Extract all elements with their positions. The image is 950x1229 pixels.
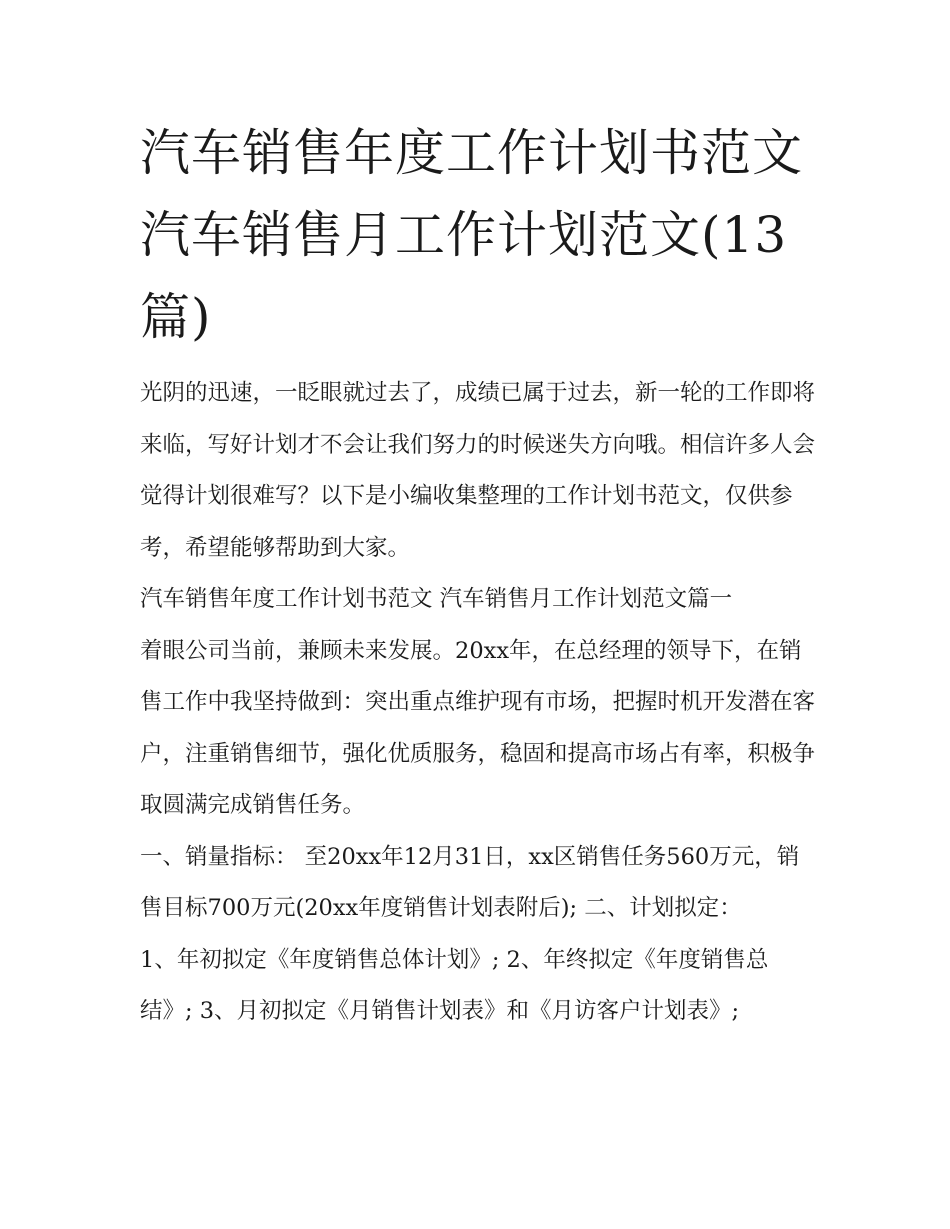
title-line-3: 篇) <box>140 288 212 346</box>
document-page <box>140 112 820 1038</box>
body-paragraph-3: 1、年初拟定《年度销售总体计划》; 2、年终拟定《年度销售总结》; 3、月初拟定《月销售计划表》和《月访客户计划表》; <box>140 946 769 1024</box>
title-line-1: 汽车销售年度工作计划书范文 <box>140 124 803 182</box>
body-paragraph-1: 着眼公司当前，兼顾未来发展。20xx年，在总经理的领导下，在销售工作中我坚持做到：突出重点维护现有市场，把握时机开发潜在客户，注重销售细节，强化优质服务，稳固和提高市场占有率，积极争取圆满完成销售任务。 <box>140 637 816 818</box>
intro-paragraph: 光阴的迅速，一眨眼就过去了，成绩已属于过去，新一轮的工作即将来临，写好计划才不会让我们努力的时候迷失方向哦。相信许多人会觉得计划很难写？以下是小编收集整理的工作计划书范文，仅供参考，希望能够帮助到大家。 <box>140 380 816 561</box>
title-line-2: 汽车销售月工作计划范文(13 <box>140 206 788 264</box>
section-heading: 汽车销售年度工作计划书范文 汽车销售月工作计划范文篇一 <box>140 586 733 612</box>
document-title <box>140 112 803 358</box>
body-paragraph-2: 一、销量指标： 至20xx年12月31日，xx区销售任务560万元，销售目标700万元(20xx年度销售计划表附后); 二、计划拟定： <box>140 843 800 921</box>
